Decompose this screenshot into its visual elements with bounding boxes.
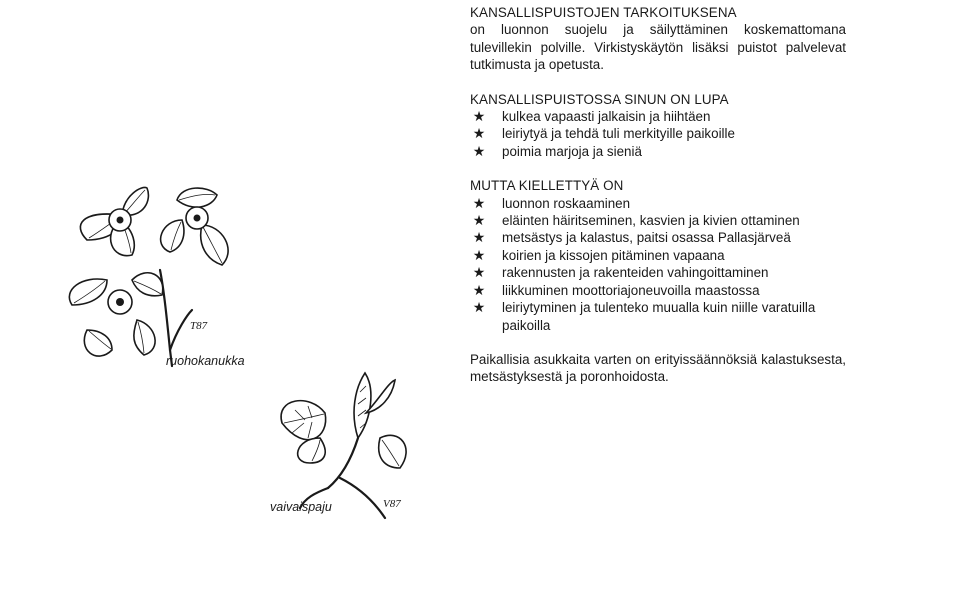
star-icon: ★ bbox=[472, 142, 486, 159]
allowed-list bbox=[470, 108, 846, 160]
forbidden-list bbox=[470, 195, 846, 334]
allowed-heading: KANSALLISPUISTOSSA SINUN ON LUPA bbox=[470, 91, 729, 107]
text-column bbox=[470, 4, 846, 386]
list-item: ★ kulkea vapaasti jalkaisin ja hiihtäen bbox=[470, 108, 846, 125]
signature-t87: T87 bbox=[190, 320, 208, 332]
signature-v87: V87 bbox=[383, 498, 401, 510]
star-icon: ★ bbox=[472, 281, 486, 298]
star-icon: ★ bbox=[472, 264, 486, 281]
purpose-text: on luonnon suojelu ja säilyttäminen koskemattomana tulevillekin polville. Virkistyskäytön lisäksi puistot palvelevat tutkimusta ja opetusta. bbox=[470, 22, 846, 73]
star-icon: ★ bbox=[472, 125, 486, 142]
star-icon: ★ bbox=[472, 299, 486, 316]
forbidden-heading: MUTTA KIELLETTYÄ ON bbox=[470, 178, 624, 194]
ruohokanukka-illustration bbox=[52, 180, 252, 370]
list-item: ★ metsästys ja kalastus, paitsi osassa Pallasjärveä bbox=[470, 229, 846, 246]
forbidden-section bbox=[470, 177, 846, 334]
caption-ruohokanukka: ruohokanukka bbox=[166, 354, 245, 368]
star-icon: ★ bbox=[472, 246, 486, 263]
list-item: ★ liikkuminen moottoriajoneuvoilla maastossa bbox=[470, 282, 846, 299]
caption-vaivaispaju: vaivaispaju bbox=[270, 500, 332, 514]
list-item: ★ eläinten häiritseminen, kasvien ja kivien ottaminen bbox=[470, 212, 846, 229]
list-item: ★ rakennusten ja rakenteiden vahingoittaminen bbox=[470, 264, 846, 281]
purpose-section bbox=[470, 4, 846, 74]
star-icon: ★ bbox=[472, 212, 486, 229]
purpose-heading: KANSALLISPUISTOJEN TARKOITUKSENA bbox=[470, 5, 737, 20]
list-item: ★ luonnon roskaaminen bbox=[470, 195, 846, 212]
list-item: ★ leiriytyminen ja tulenteko muualla kuin niille varatuilla paikoilla bbox=[470, 299, 846, 334]
list-item: ★ poimia marjoja ja sieniä bbox=[470, 143, 846, 160]
star-icon: ★ bbox=[472, 229, 486, 246]
list-item: ★ koirien ja kissojen pitäminen vapaana bbox=[470, 247, 846, 264]
allowed-section bbox=[470, 91, 846, 161]
footer-text: Paikallisia asukkaita varten on erityissäännöksiä kalastuksesta, metsästyksestä ja poronhoidosta. bbox=[470, 351, 846, 385]
star-icon: ★ bbox=[472, 108, 486, 125]
star-icon: ★ bbox=[472, 194, 486, 211]
list-item: ★ leiriytyä ja tehdä tuli merkityille paikoille bbox=[470, 125, 846, 142]
